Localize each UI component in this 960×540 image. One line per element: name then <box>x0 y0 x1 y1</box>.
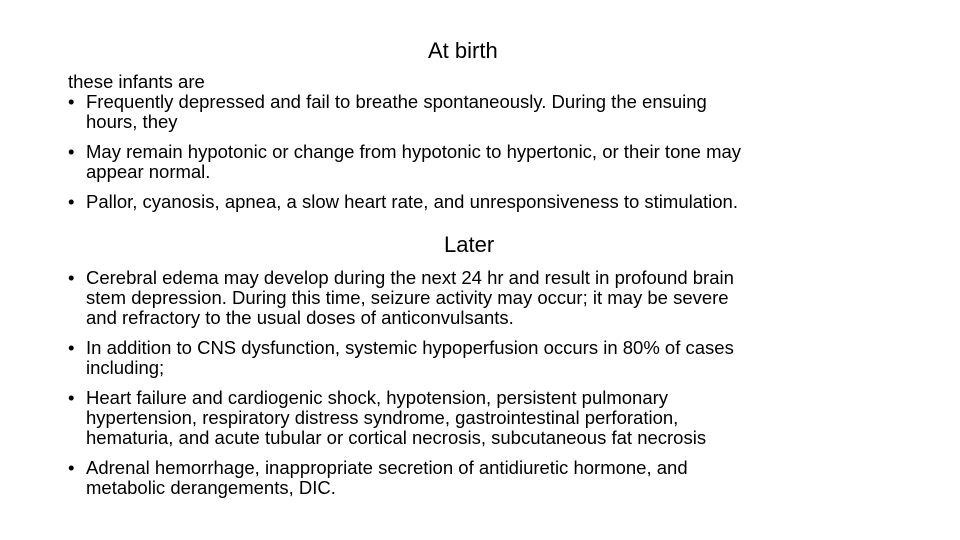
list-item <box>68 388 908 448</box>
bullet-icon: • <box>68 337 75 358</box>
heading-later: Later <box>444 232 495 257</box>
at-birth-section <box>68 72 908 212</box>
list-item-text: May remain hypotonic or change from hypotonic to hypertonic, or their tone may appear normal. <box>86 141 742 182</box>
bullet-icon: • <box>68 141 75 162</box>
list-item <box>68 338 908 378</box>
list-item-text: Heart failure and cardiogenic shock, hypotension, persistent pulmonary hypertension, respiratory distress syndrome, gastrointestinal perforation, hematuria, and acute tubular or cortical necrosis, subcutaneous fat necrosis <box>86 387 707 448</box>
list-item <box>68 268 908 328</box>
heading-at-birth: At birth <box>428 38 498 63</box>
list-item <box>68 92 908 132</box>
later-section <box>68 268 908 498</box>
list-item-text: In addition to CNS dysfunction, systemic hypoperfusion occurs in 80% of cases including; <box>86 337 734 378</box>
list-item-text: Frequently depressed and fail to breathe spontaneously. During the ensuing hours, they <box>86 91 707 132</box>
list-item-text: Adrenal hemorrhage, inappropriate secretion of antidiuretic hormone, and metabolic derangements, DIC. <box>86 457 688 498</box>
later-list <box>68 268 908 498</box>
list-item <box>68 142 908 182</box>
bullet-icon: • <box>68 91 75 112</box>
list-item <box>68 458 908 498</box>
list-item-text: Cerebral edema may develop during the next 24 hr and result in profound brain stem depression. During this time, seizure activity may occur; it may be severe and refractory to the usual doses of anticonvulsants. <box>86 267 734 328</box>
list-item-text: Pallor, cyanosis, apnea, a slow heart rate, and unresponsiveness to stimulation. <box>86 191 738 212</box>
list-item <box>68 192 908 212</box>
at-birth-list <box>68 92 908 212</box>
bullet-icon: • <box>68 457 75 478</box>
bullet-icon: • <box>68 191 75 212</box>
bullet-icon: • <box>68 267 75 288</box>
bullet-icon: • <box>68 387 75 408</box>
intro-text: these infants are <box>68 71 205 92</box>
